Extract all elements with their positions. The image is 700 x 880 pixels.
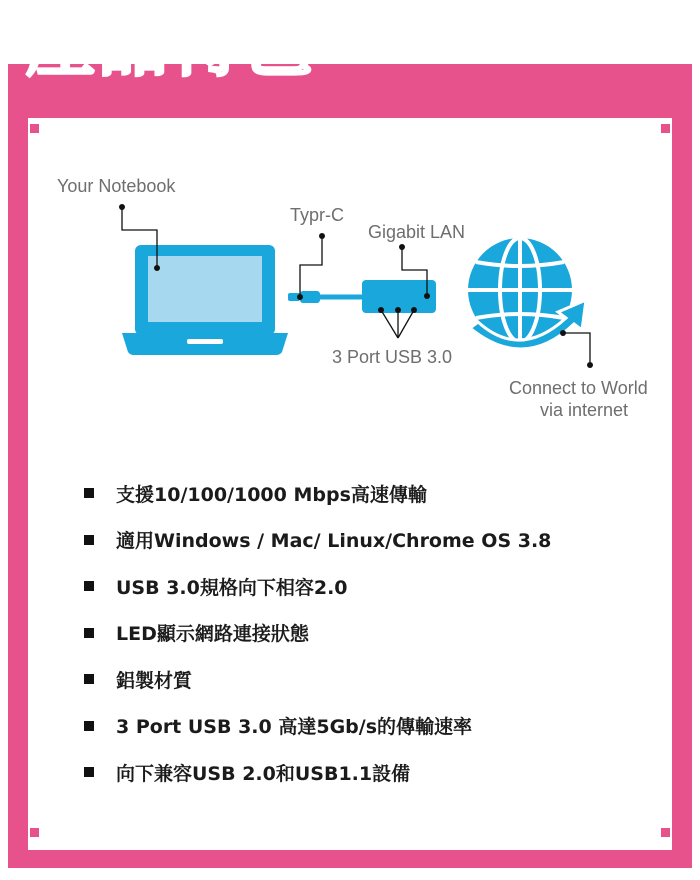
page-title: 產品特色 <box>26 4 314 86</box>
feature-text: USB 3.0規格向下相容2.0 <box>116 576 348 599</box>
feature-item <box>80 703 660 750</box>
feature-item <box>80 656 660 703</box>
bullet-icon <box>84 535 94 545</box>
corner-dot-bottom-left <box>30 828 39 837</box>
feature-text: 鋁製材質 <box>116 669 193 692</box>
feature-item <box>80 749 660 796</box>
bullet-icon <box>84 488 94 498</box>
world-pointer <box>560 330 593 368</box>
feature-text: 支援10/100/1000 Mbps高速傳輸 <box>116 483 427 506</box>
bullet-icon <box>84 674 94 684</box>
feature-item <box>80 563 660 610</box>
bullet-icon <box>84 581 94 591</box>
usb-ports-label: 3 Port USB 3.0 <box>332 347 453 367</box>
bullet-icon <box>84 721 94 731</box>
world-label-line1: Connect to World <box>509 378 648 398</box>
feature-text: 3 Port USB 3.0 高達5Gb/s的傳輸速率 <box>116 716 473 739</box>
feature-item <box>80 517 660 564</box>
laptop-icon <box>122 245 288 355</box>
feature-text: 向下兼容USB 2.0和USB1.1設備 <box>116 762 411 785</box>
feature-item <box>80 470 660 517</box>
world-label-line2: via internet <box>540 400 629 420</box>
bullet-icon <box>84 767 94 777</box>
typec-pointer <box>297 233 325 300</box>
gigabit-lan-label: Gigabit LAN <box>368 222 466 242</box>
feature-text: 適用Windows / Mac/ Linux/Chrome OS 3.8 <box>116 530 552 553</box>
corner-dot-bottom-right <box>661 828 670 837</box>
typec-label: Typr-C <box>290 205 344 225</box>
feature-text: LED顯示網路連接狀態 <box>116 623 309 646</box>
notebook-label: Your Notebook <box>57 176 176 196</box>
feature-item <box>80 610 660 657</box>
bullet-icon <box>84 628 94 638</box>
feature-list <box>80 470 660 796</box>
